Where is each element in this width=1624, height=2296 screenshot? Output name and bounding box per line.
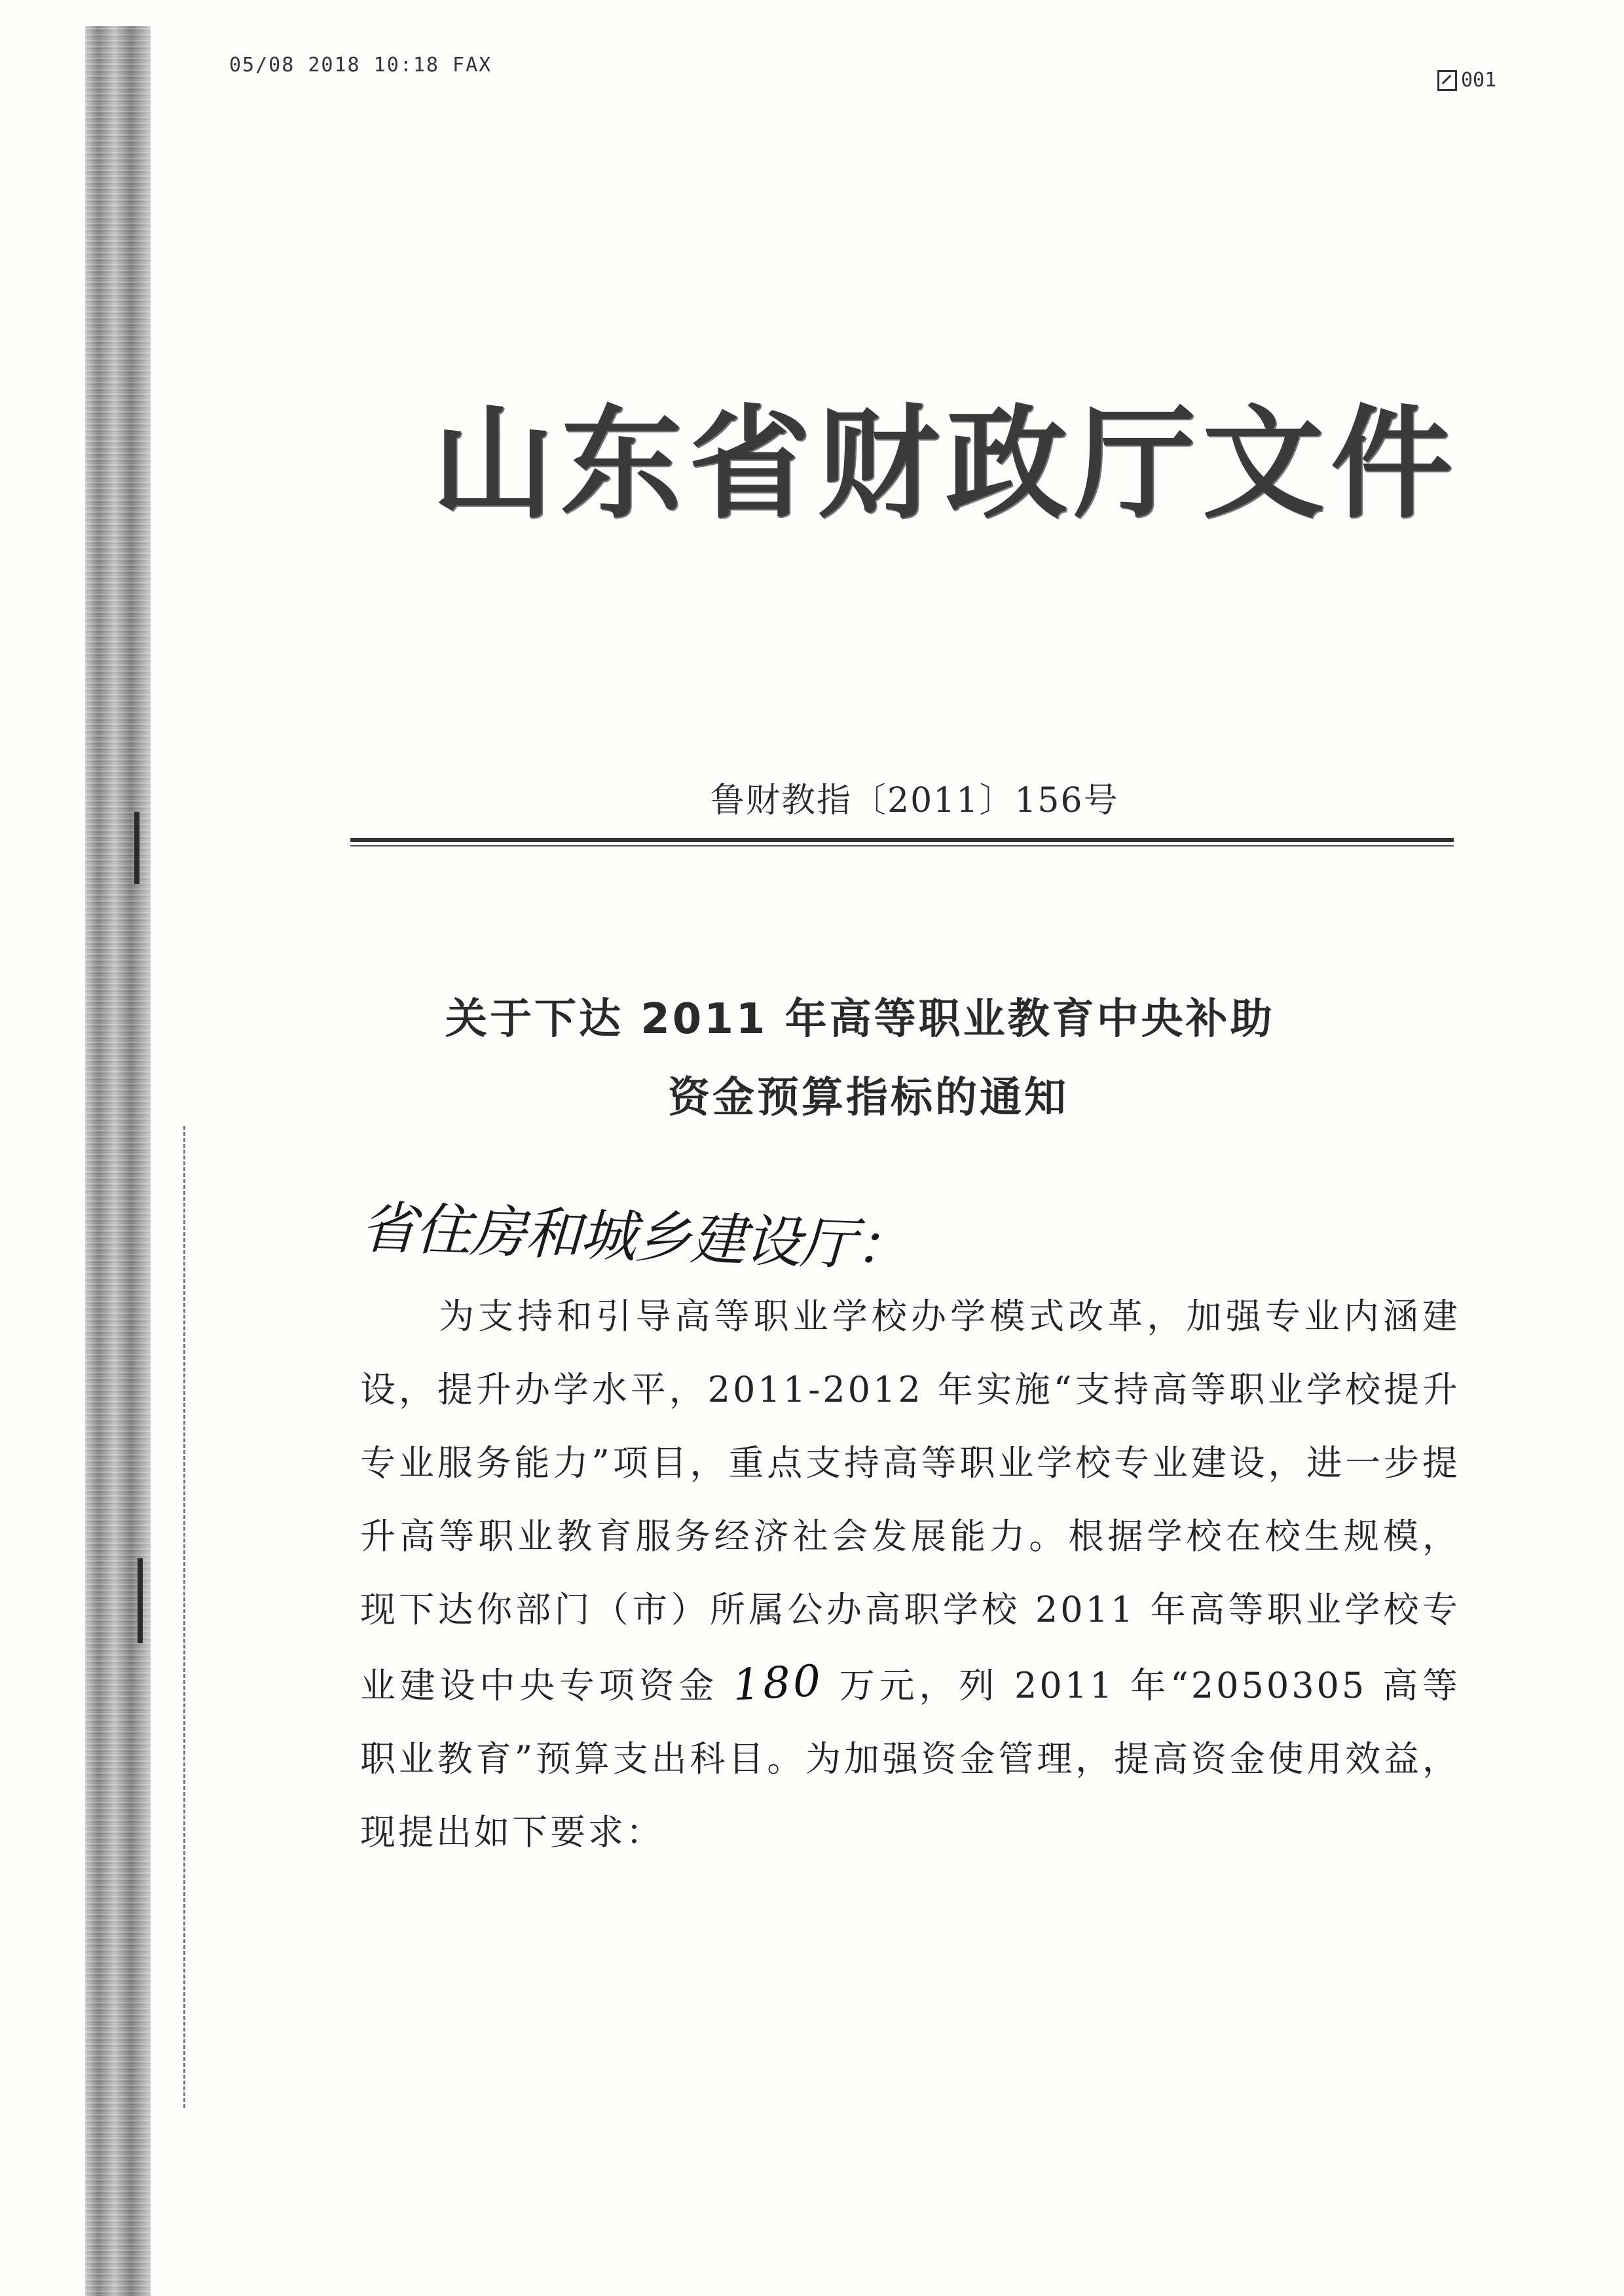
document-number: 鲁财教指〔2011〕156号	[710, 781, 1119, 820]
masthead-title: 山东省财政厅文件	[432, 393, 1460, 535]
header-divider	[350, 838, 1454, 842]
notice-body	[360, 1280, 1460, 1869]
fax-page-icon	[1437, 70, 1457, 91]
header-divider-thin	[350, 845, 1454, 847]
fax-header: 05/08 2018 10:18 FAX	[229, 54, 492, 77]
page-number-value: 001	[1461, 69, 1497, 92]
scan-edge-shadow	[85, 26, 151, 2296]
notice-title-line-2: 资金预算指标的通知	[668, 1074, 1069, 1122]
salutation-handwritten: 省住房和城乡建设厅：	[359, 1195, 912, 1280]
page-number	[1437, 69, 1496, 92]
handwritten-amount: 180	[731, 1655, 824, 1711]
scan-edge-mark	[134, 812, 139, 884]
body-text-part-2: 万元，列 2011 年“2050305 高等职业教育”预算支出科目。为加强资金管理，提高资金使用效益，现提出如下要求：	[360, 1665, 1461, 1853]
scan-edge-mark	[138, 1558, 143, 1643]
body-text-part-1: 为支持和引导高等职业学校办学模式改革，加强专业内涵建设，提升办学水平，2011-2012 年实施“支持高等职业学校提升专业服务能力”项目，重点支持高等职业学校专业建设，进一步提升高等职业教育服务经济社会发展能力。根据学校在校生规模，现下达你部门（市）所属公办高职学校 2011 年高等职业学校专业建设中央专项资金	[360, 1296, 1460, 1706]
notice-title-line-1: 关于下达 2011 年高等职业教育中央补助	[445, 995, 1275, 1044]
margin-line	[183, 1126, 185, 2108]
